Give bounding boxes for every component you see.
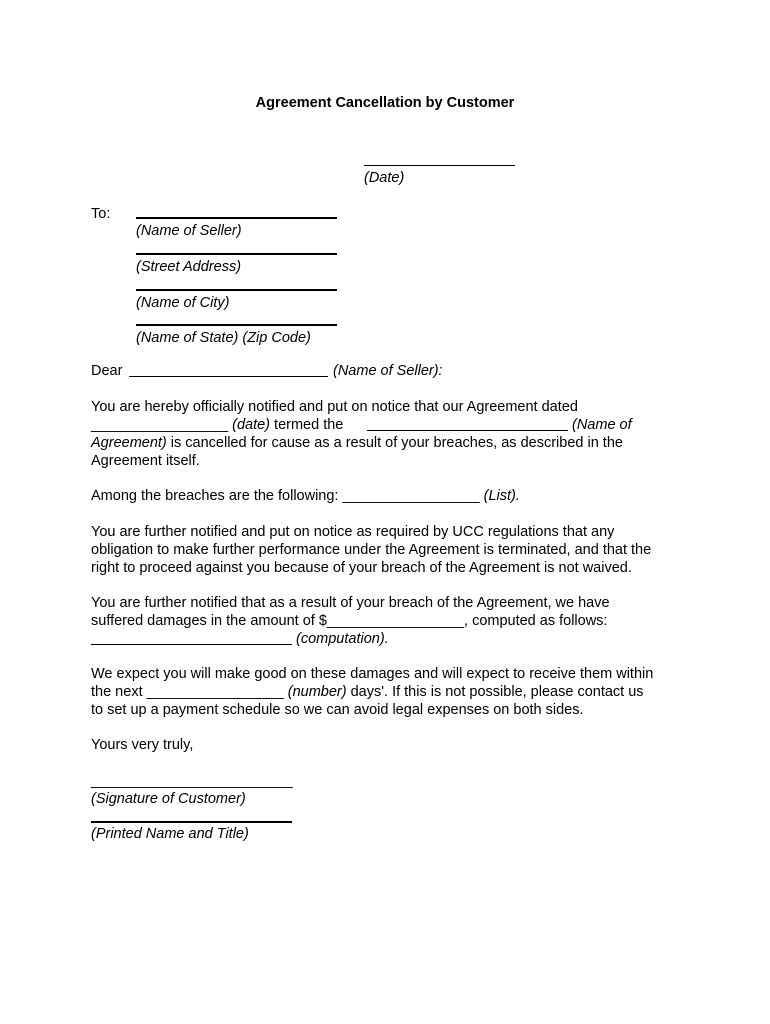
paragraph-line bbox=[91, 434, 691, 452]
salutation-blank-line[interactable] bbox=[129, 376, 328, 377]
agreement-name-blank-line[interactable] bbox=[367, 430, 568, 431]
paragraph-line: Agreement itself. bbox=[91, 453, 200, 469]
signature-label: (Signature of Customer) bbox=[91, 791, 246, 807]
list-hint: (List). bbox=[483, 488, 520, 504]
date-label: (Date) bbox=[364, 170, 405, 186]
paragraph-line: You are further notified that as a result of your breach of the Agreement, we have bbox=[91, 595, 610, 611]
agreement-name-hint: (Name of bbox=[572, 417, 632, 433]
paragraph-line: obligation to make further performance under the Agreement is terminated, and that the bbox=[91, 542, 652, 558]
date-blank-line[interactable] bbox=[364, 165, 515, 166]
printed-name-label: (Printed Name and Title) bbox=[91, 826, 249, 842]
printed-name-blank-line[interactable] bbox=[91, 821, 292, 823]
computation-blank-line[interactable] bbox=[91, 644, 292, 645]
paragraph-line: You are further notified and put on notice as required by UCC regulations that any bbox=[91, 524, 615, 540]
paragraph-notice bbox=[91, 398, 691, 470]
number-hint: (number) bbox=[287, 684, 347, 700]
days-text-a: the next _________________ bbox=[91, 684, 284, 700]
salutation: Dear bbox=[91, 363, 123, 379]
seller-name-blank-line[interactable] bbox=[136, 217, 337, 219]
cancel-text: is cancelled for cause as a result of your breaches, as described in the bbox=[170, 435, 623, 451]
city-blank-line[interactable] bbox=[136, 289, 337, 291]
document-title: Agreement Cancellation by Customer bbox=[255, 95, 515, 111]
to-label: To: bbox=[91, 206, 111, 222]
paragraph-line: right to proceed against you because of your breach of the Agreement is not waived. bbox=[91, 560, 632, 576]
signature-blank[interactable]: _________________________ bbox=[91, 773, 293, 789]
paragraph-line bbox=[91, 683, 691, 701]
city-label: (Name of City) bbox=[136, 295, 230, 311]
closing: Yours very truly, bbox=[91, 737, 194, 753]
paragraph-payment bbox=[91, 665, 691, 719]
paragraph-line bbox=[91, 630, 691, 648]
street-address-label: (Street Address) bbox=[136, 259, 242, 275]
paragraph-line bbox=[91, 416, 691, 434]
paragraph-line: We expect you will make good on these damages and will expect to receive them within bbox=[91, 666, 654, 682]
days-text-b: days'. If this is not possible, please contact us bbox=[350, 684, 644, 700]
street-address-blank-line[interactable] bbox=[136, 253, 337, 255]
paragraph-line: You are hereby officially notified and put on notice that our Agreement dated bbox=[91, 399, 578, 415]
termed-text: termed the bbox=[274, 417, 344, 433]
date-hint: (date) bbox=[232, 417, 271, 433]
state-zip-blank-line[interactable] bbox=[136, 324, 337, 326]
breaches-text: Among the breaches are the following: _________________ bbox=[91, 488, 480, 504]
paragraph-line: suffered damages in the amount of $_________________, computed as follows: bbox=[91, 613, 608, 629]
paragraph-line: to set up a payment schedule so we can avoid legal expenses on both sides. bbox=[91, 702, 584, 718]
paragraph-damages bbox=[91, 594, 691, 648]
date-blank[interactable]: _________________ bbox=[91, 417, 229, 433]
seller-name-label: (Name of Seller) bbox=[136, 223, 242, 239]
paragraph-breaches bbox=[91, 487, 691, 505]
paragraph-ucc bbox=[91, 523, 691, 577]
agreement-name-hint-cont: Agreement) bbox=[91, 435, 167, 451]
salutation-seller-label: (Name of Seller): bbox=[333, 363, 443, 379]
computation-hint: (computation). bbox=[296, 631, 389, 647]
state-zip-label: (Name of State) (Zip Code) bbox=[136, 330, 311, 346]
